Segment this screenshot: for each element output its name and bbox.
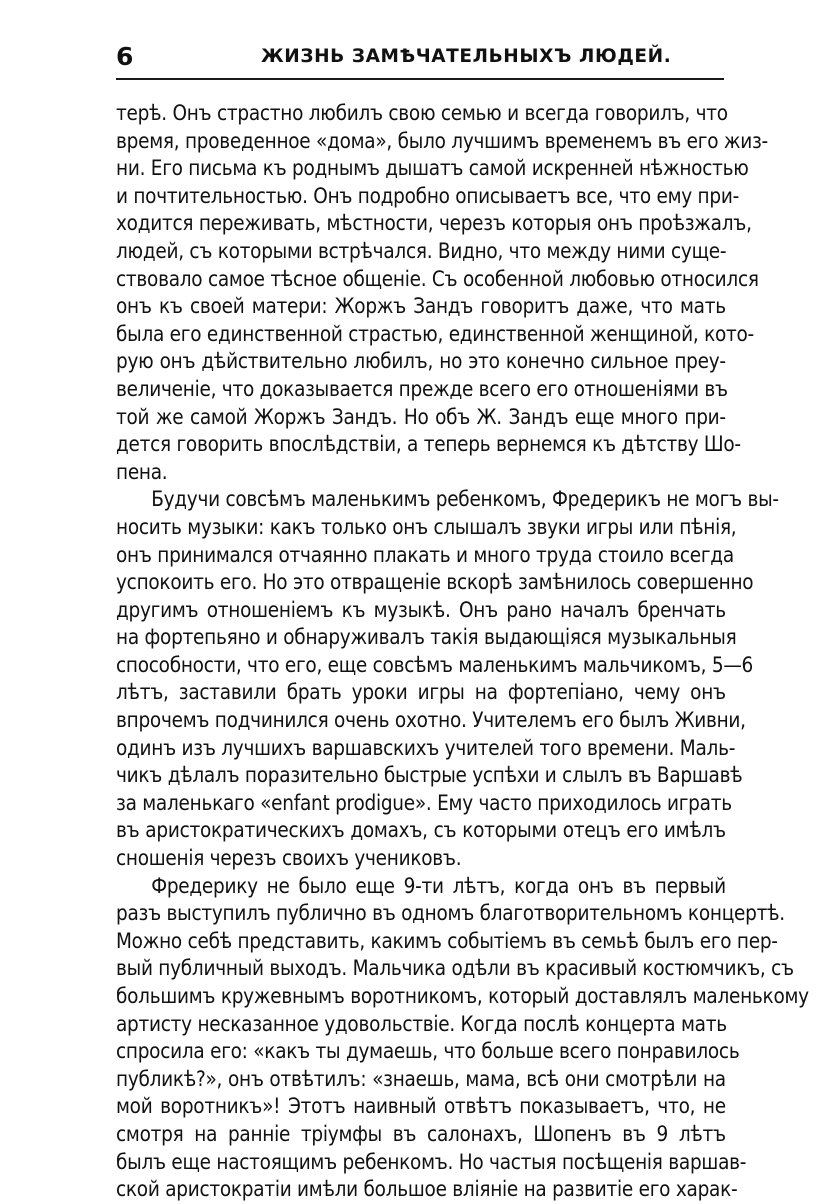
text-line: онъ къ своей матери: Жоржъ Зандъ говоритъ даже, что мать (116, 294, 726, 319)
text-line: ходится переживать, мѣстности, черезъ которыя онъ проѣзжалъ, (116, 211, 752, 236)
text-line: сношенія черезъ своихъ учениковъ. (116, 846, 462, 871)
text-line: носить музыки: какъ только онъ слышалъ звуки игры или пѣнія, (116, 514, 737, 539)
text-line: людей, съ которыми встрѣчался. Видно, что между ними суще- (116, 238, 727, 263)
text-line: успокоить его. Но это отвращеніе вскорѣ замѣнилось совершенно (116, 570, 754, 595)
page-header (116, 40, 724, 80)
text-line: и почтительностью. Онъ подробно описываетъ все, что ему при- (116, 183, 739, 208)
text-line: за маленькаго «enfant prodigue». Ему часто приходилось играть (116, 790, 732, 815)
page-number: 6 (116, 42, 134, 71)
text-line: терѣ. Онъ страстно любилъ свою семью и всегда говорилъ, что (116, 101, 728, 125)
text-line: Можно себѣ представить, какимъ событіемъ въ семьѣ былъ его пер- (116, 928, 778, 953)
text-line: вый публичный выходъ. Мальчика одѣли въ красивый костюмчикъ, съ (116, 956, 794, 981)
text-line: Фредерику не было еще 9-ти лѣтъ, когда онъ въ первый (151, 873, 726, 898)
text-line: Будучи совсѣмъ маленькимъ ребенкомъ, Фредерикъ не могъ вы- (151, 487, 779, 512)
text-line: величеніе, что доказывается прежде всего его отношеніями въ (116, 376, 728, 401)
paragraph (116, 100, 768, 486)
text-line: артисту несказанное удовольствіе. Когда послѣ концерта мать (116, 1011, 727, 1036)
text-line: былъ еще настоящимъ ребенкомъ. Но частыя посѣщенія варшав- (116, 1149, 747, 1174)
text-line: время, проведенное «дома», было лучшимъ временемъ въ его жиз- (116, 128, 768, 153)
text-line: ствовало самое тѣсное общеніе. Съ особенной любовью относился (116, 266, 759, 291)
text-line: на фортепьяно и обнаруживалъ такія выдающіяся музыкальныя (116, 625, 737, 650)
text-line: ни. Его письма къ роднымъ дышатъ самой искренней нѣжностью (116, 156, 749, 181)
text-line: другимъ отношеніемъ къ музыкѣ. Онъ рано началъ бренчать (116, 597, 726, 622)
text-line: была его единственной страстью, единственной женщиной, кото- (116, 321, 754, 346)
text-line: большимъ кружевнымъ воротникомъ, который доставлялъ маленькому (116, 984, 809, 1008)
text-line: чикъ дѣлалъ поразительно быстрые успѣхи и слылъ въ Варшавѣ (116, 763, 743, 788)
running-title: ЖИЗНЬ ЗАМѢЧАТЕЛЬНЫХЪ ЛЮДЕЙ. (261, 46, 672, 67)
text-line: той же самой Жоржъ Зандъ. Но объ Ж. Зандъ еще много при- (116, 404, 726, 429)
body-text (116, 100, 809, 1204)
text-line: лѣтъ, заставили брать уроки игры на фортепіано, чему онъ (116, 680, 726, 705)
paragraph (116, 486, 779, 872)
text-line: ской аристократіи имѣли большое вліяніе на развитіе его харак- (116, 1177, 738, 1202)
text-line: способности, что его, еще совсѣмъ маленькимъ мальчикомъ, 5—6 (116, 652, 754, 677)
text-line: онъ принимался отчаянно плакать и много труда стоило всегда (116, 542, 734, 567)
text-line: пена. (116, 459, 168, 484)
text-line: впрочемъ подчинился очень охотно. Учителемъ его былъ Живни, (116, 708, 746, 733)
text-line: публикѣ?», онъ отвѣтилъ: «знаешь, мама, всѣ они смотрѣли на (116, 1066, 726, 1091)
text-line: мой воротникъ»! Этотъ наивный отвѣтъ показываетъ, что, не (116, 1094, 726, 1119)
header-rule (116, 78, 724, 80)
text-line: смотря на раннiе тріумфы въ салонахъ, Шопенъ въ 9 лѣтъ (116, 1121, 726, 1146)
text-line: одинъ изъ лучшихъ варшавскихъ учителей того времени. Маль- (116, 735, 736, 760)
text-line: разъ выступилъ публично въ одномъ благотворительномъ концертѣ. (116, 901, 785, 926)
paragraph (116, 873, 809, 1204)
text-line: спросила его: «какъ ты думаешь, что больше всего понравилось (116, 1039, 740, 1064)
text-line: дется говорить впослѣдствіи, а теперь вернемся къ дѣтству Шо- (116, 432, 741, 457)
text-line: рую онъ дѣйствительно любилъ, но это конечно сильное преу- (116, 349, 726, 374)
text-line: въ аристократическихъ домахъ, съ которыми отецъ его имѣлъ (116, 818, 726, 843)
